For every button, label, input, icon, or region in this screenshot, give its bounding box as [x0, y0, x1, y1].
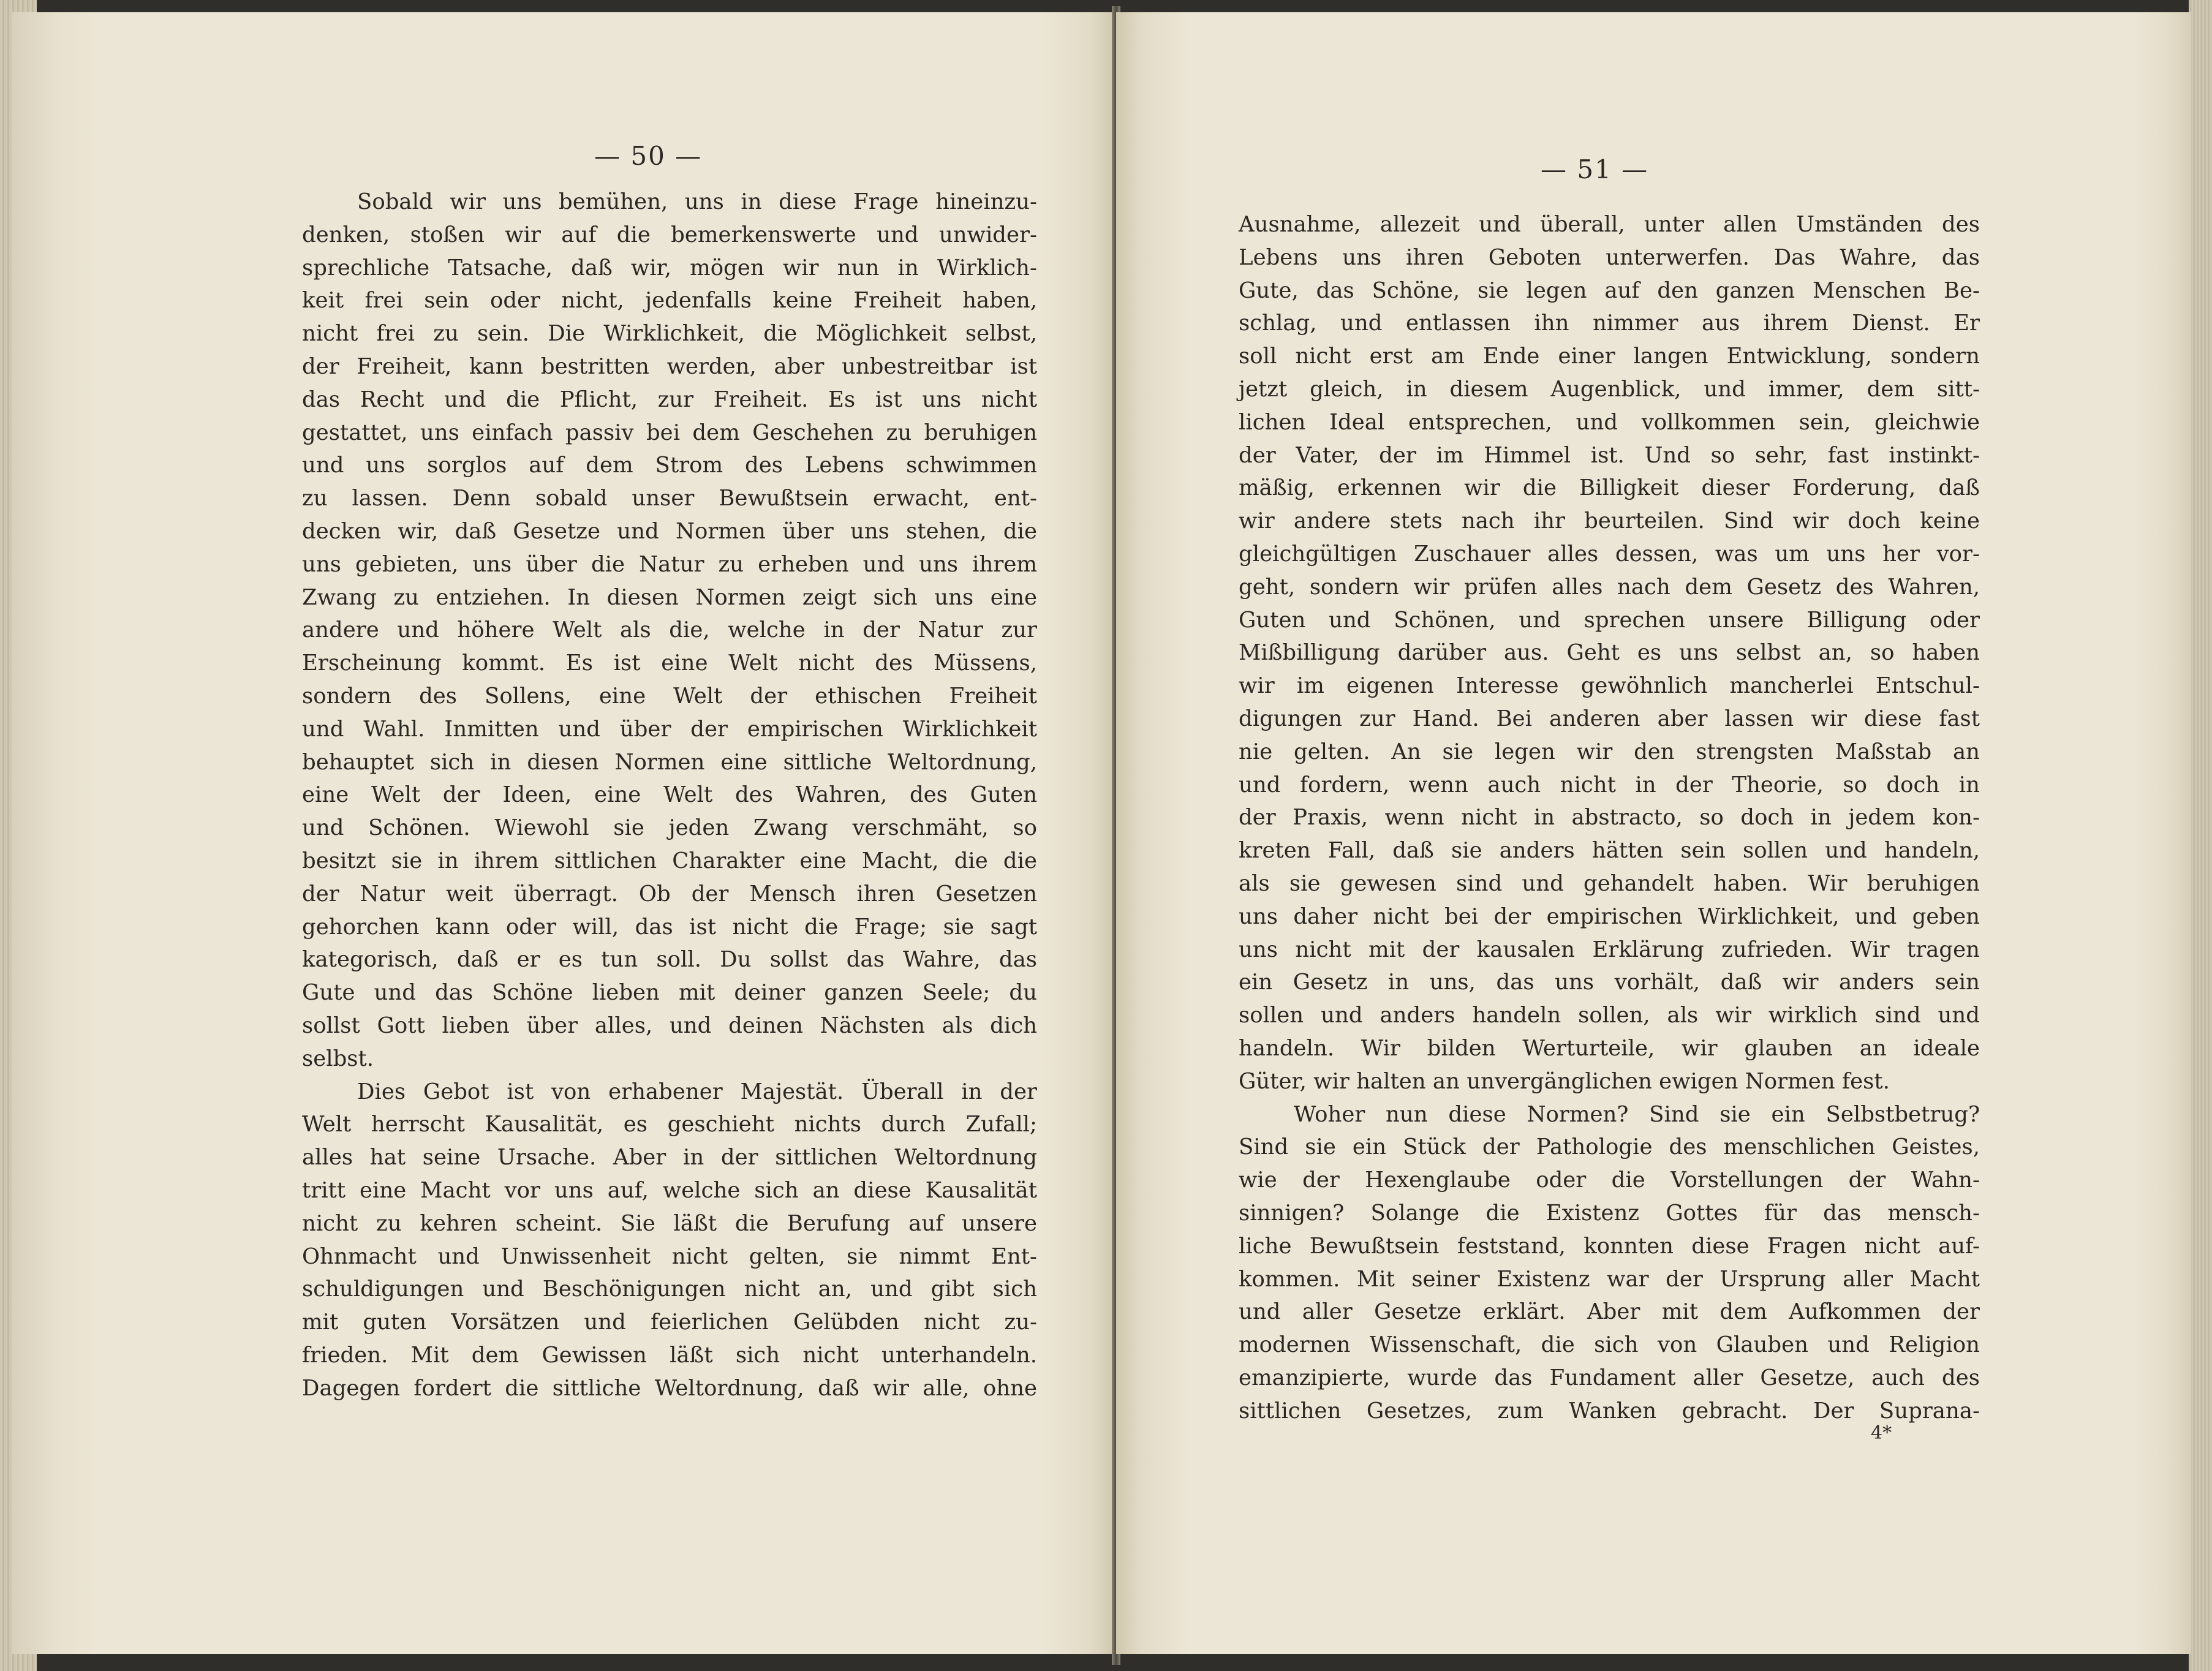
text-line: schlag, und entlassen ihn nimmer aus ihrem Dienst. Er [1239, 311, 1980, 336]
text-line: jetzt gleich, in diesem Augenblick, und immer, dem sitt- [1239, 376, 1980, 402]
text-line: Gute, das Schöne, sie legen auf den ganzen Menschen Be- [1239, 277, 1980, 303]
text-line: digungen zur Hand. Bei anderen aber lassen wir diese fast [1239, 706, 1980, 731]
text-line: sollst Gott lieben über alles, und deinen Nächsten als dich [302, 1013, 1037, 1038]
text-line: wir im eigenen Interesse gewöhnlich mancherlei Entschul- [1239, 673, 1980, 699]
text-line: emanzipierte, wurde das Fundament aller Gesetze, auch des [1239, 1365, 1980, 1390]
text-line: der Natur weit überragt. Ob der Mensch ihren Gesetzen [302, 881, 1037, 907]
text-line: nie gelten. An sie legen wir den strengsten Maßstab an [1239, 739, 1980, 764]
text-line: besitzt sie in ihrem sittlichen Charakter eine Macht, die die [302, 848, 1037, 873]
text-line: eine Welt der Ideen, eine Welt des Wahren, des Guten [302, 782, 1037, 808]
text-line: und aller Gesetze erklärt. Aber mit dem Aufkommen der [1239, 1299, 1980, 1325]
signature-mark: 4* [1871, 1422, 1892, 1444]
text-line: und Schönen. Wiewohl sie jeden Zwang verschmäht, so [302, 815, 1037, 841]
text-line: soll nicht erst am Ende einer langen Entwicklung, sondern [1239, 344, 1980, 369]
text-line: kommen. Mit seiner Existenz war der Ursprung aller Macht [1239, 1266, 1980, 1292]
text-line: und fordern, wenn auch nicht in der Theorie, so doch in [1239, 772, 1980, 798]
text-line: lichen Ideal entsprechen, und vollkommen sein, gleichwie [1239, 409, 1980, 435]
text-line: der Vater, der im Himmel ist. Und so sehr, fast instinkt- [1239, 442, 1980, 468]
text-line: denken, stoßen wir auf die bemerkenswerte und unwider- [302, 222, 1037, 247]
text-line: mäßig, erkennen wir die Billigkeit dieser Forderung, daß [1239, 475, 1980, 501]
text-line: kreten Fall, daß sie anders hätten sein sollen und handeln, [1239, 838, 1980, 864]
text-line: wir andere stets nach ihr beurteilen. Sind wir doch keine [1239, 508, 1980, 534]
text-line: der Praxis, wenn nicht in abstracto, so doch in jedem kon- [1239, 805, 1980, 831]
text-line: alles hat seine Ursache. Aber in der sittlichen Weltordnung [302, 1145, 1037, 1171]
text-line: uns gebieten, uns über die Natur zu erheben und uns ihrem [302, 551, 1037, 577]
text-line: schuldigungen und Beschönigungen nicht an, und gibt sich [302, 1277, 1037, 1302]
text-line: Güter, wir halten an unvergänglichen ewigen Normen fest. [1239, 1068, 1890, 1094]
text-line: kategorisch, daß er es tun soll. Du sollst das Wahre, das [302, 947, 1037, 973]
text-line: liche Bewußtsein feststand, konnten diese Fragen nicht auf- [1239, 1233, 1980, 1259]
right-page-edges [2189, 0, 2212, 1671]
text-line: geht, sondern wir prüfen alles nach dem Gesetz des Wahren, [1239, 574, 1980, 600]
text-line: Sobald wir uns bemühen, uns in diese Frage hineinzu- [357, 189, 1037, 214]
text-line: nicht zu kehren scheint. Sie läßt die Berufung auf unsere [302, 1210, 1037, 1236]
text-line: gleichgültigen Zuschauer alles dessen, was um uns her vor- [1239, 541, 1980, 567]
text-line: uns daher nicht bei der empirischen Wirklichkeit, und geben [1239, 903, 1980, 929]
left-page-number: — 50 — [594, 141, 703, 171]
text-line: sinnigen? Solange die Existenz Gottes für das mensch- [1239, 1200, 1980, 1226]
text-line: und Wahl. Inmitten und über der empirischen Wirklichkeit [302, 716, 1037, 742]
text-line: der Freiheit, kann bestritten werden, aber unbestreitbar ist [302, 353, 1037, 379]
text-line: sollen und anders handeln sollen, als wir wirklich sind und [1239, 1003, 1980, 1028]
text-line: Dagegen fordert die sittliche Weltordnung, daß wir alle, ohne [302, 1375, 1037, 1401]
text-line: Dies Gebot ist von erhabener Majestät. Überall in der [357, 1079, 1037, 1104]
text-line: Welt herrscht Kausalität, es geschieht nichts durch Zufall; [302, 1112, 1037, 1137]
text-line: ein Gesetz in uns, das uns vorhält, daß wir anders sein [1239, 970, 1980, 995]
text-line: gestattet, uns einfach passiv bei dem Geschehen zu beruhigen [302, 420, 1037, 445]
text-line: gehorchen kann oder will, das ist nicht die Frage; sie sagt [302, 914, 1037, 940]
text-line: zu lassen. Denn sobald unser Bewußtsein erwacht, ent- [302, 486, 1037, 511]
text-line: Erscheinung kommt. Es ist eine Welt nicht des Müssens, [302, 651, 1037, 676]
text-line: behauptet sich in diesen Normen eine sittliche Weltordnung, [302, 749, 1037, 775]
text-line: mit guten Vorsätzen und feierlichen Gelübden nicht zu- [302, 1310, 1037, 1335]
text-line: sittlichen Gesetzes, zum Wanken gebracht. Der Suprana- [1239, 1398, 1980, 1424]
text-line: frieden. Mit dem Gewissen läßt sich nicht unterhandeln. [302, 1342, 1037, 1368]
text-line: tritt eine Macht vor uns auf, welche sich an diese Kausalität [302, 1177, 1037, 1203]
text-line: Guten und Schönen, und sprechen unsere Billigung oder [1239, 607, 1980, 633]
right-page-number: — 51 — [1541, 154, 1649, 184]
text-line: Ausnahme, allezeit und überall, unter allen Umständen des [1239, 212, 1980, 237]
text-line: handeln. Wir bilden Werturteile, wir glauben an ideale [1239, 1035, 1980, 1061]
text-line: sprechliche Tatsache, daß wir, mögen wir nun in Wirklich- [302, 255, 1037, 281]
text-line: modernen Wissenschaft, die sich von Glauben und Religion [1239, 1332, 1980, 1358]
left-page-text [302, 186, 1037, 1405]
text-line: Gute und das Schöne lieben mit deiner ganzen Seele; du [302, 980, 1037, 1006]
text-line: Ohnmacht und Unwissenheit nicht gelten, sie nimmt Ent- [302, 1243, 1037, 1269]
text-line: Sind sie ein Stück der Pathologie des menschlichen Geistes, [1239, 1134, 1980, 1160]
text-line: selbst. [302, 1046, 374, 1071]
text-line: andere und höhere Welt als die, welche in der Natur zur [302, 617, 1037, 643]
text-line: Mißbilligung darüber aus. Geht es uns selbst an, so haben [1239, 640, 1980, 666]
text-line: uns nicht mit der kausalen Erklärung zufrieden. Wir tragen [1239, 937, 1980, 962]
text-line: Woher nun diese Normen? Sind sie ein Selbstbetrug? [1294, 1101, 1980, 1127]
text-line: und uns sorglos auf dem Strom des Lebens schwimmen [302, 453, 1037, 478]
text-line: keit frei sein oder nicht, jedenfalls keine Freiheit haben, [302, 288, 1037, 314]
text-line: Zwang zu entziehen. In diesen Normen zeigt sich uns eine [302, 584, 1037, 610]
text-line: als sie gewesen sind und gehandelt haben. Wir beruhigen [1239, 870, 1980, 896]
left-page [12, 12, 1115, 1654]
text-line: sondern des Sollens, eine Welt der ethischen Freiheit [302, 683, 1037, 709]
text-line: nicht frei zu sein. Die Wirklichkeit, die Möglichkeit selbst, [302, 321, 1037, 347]
right-page-text [1239, 208, 1980, 1427]
right-page [1116, 12, 2191, 1654]
text-line: wie der Hexenglaube oder die Vorstellungen der Wahn- [1239, 1167, 1980, 1193]
text-line: das Recht und die Pflicht, zur Freiheit. Es ist uns nicht [302, 387, 1037, 412]
text-line: Lebens uns ihren Geboten unterwerfen. Das Wahre, das [1239, 244, 1980, 270]
text-line: decken wir, daß Gesetze und Normen über uns stehen, die [302, 518, 1037, 544]
